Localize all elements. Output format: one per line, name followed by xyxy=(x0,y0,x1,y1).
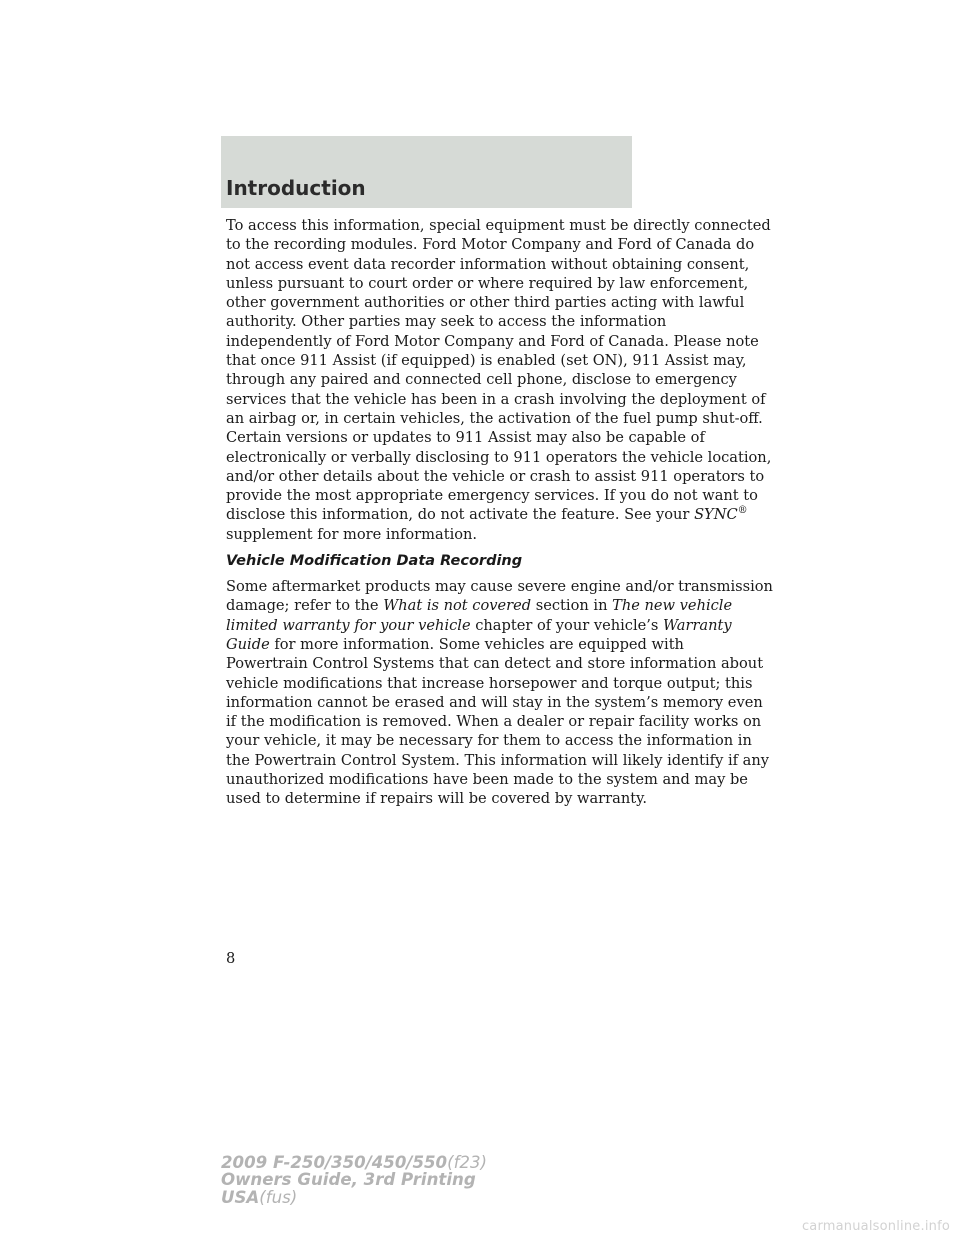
paragraph-line: that once 911 Assist (if equipped) is enabled (set ON), 911 Assist may, xyxy=(226,352,747,370)
text-run: chapter of your vehicle’s xyxy=(470,616,664,634)
paragraph-line: other government authorities or other third parties acting with lawful xyxy=(226,294,745,312)
paragraph-line xyxy=(226,505,748,524)
footer-market-line xyxy=(221,1189,487,1206)
page-number: 8 xyxy=(226,950,236,967)
footer-model-line xyxy=(221,1154,487,1171)
paragraph-line: an airbag or, in certain vehicles, the activation of the fuel pump shut-off. xyxy=(226,409,763,427)
paragraph-line: to the recording modules. Ford Motor Company and Ford of Canada do xyxy=(226,236,755,254)
sync-term: SYNC xyxy=(694,506,738,524)
text-run: section in xyxy=(531,597,613,615)
paragraph-line xyxy=(226,616,732,635)
paragraph-line: your vehicle, it may be necessary for them to access the information in xyxy=(226,732,752,750)
sync-line-text: disclose this information, do not activate the feature. See your xyxy=(226,506,695,524)
paragraph-line: Powertrain Control Systems that can detect and store information about xyxy=(226,655,764,673)
spacer xyxy=(226,544,646,551)
site-watermark: carmanualsonline.info xyxy=(801,1219,950,1234)
paragraph-line: and/or other details about the vehicle or crash to assist 911 operators to xyxy=(226,467,765,485)
cross-reference-section: What is not covered xyxy=(383,597,532,615)
print-footer xyxy=(221,1154,487,1206)
paragraph-line: through any paired and connected cell phone, disclose to emergency xyxy=(226,371,737,389)
paragraph-line: electronically or verbally disclosing to 911 operators the vehicle location, xyxy=(226,448,772,466)
section-title: Introduction xyxy=(226,176,366,200)
subheading-vehicle-modification: Vehicle Modification Data Recording xyxy=(226,553,523,570)
paragraph-line: unless pursuant to court order or where required by law enforcement, xyxy=(226,274,749,292)
cross-reference-guide: Warranty xyxy=(663,616,732,634)
paragraph-line: vehicle modifications that increase horsepower and torque output; this xyxy=(226,674,753,692)
registered-mark: ® xyxy=(737,505,748,517)
footer-market-code: (fus) xyxy=(259,1187,298,1207)
cross-reference-guide: Guide xyxy=(226,635,270,653)
paragraph-line: Certain versions or updates to 911 Assist may also be capable of xyxy=(226,429,705,447)
paragraph-event-data-access xyxy=(226,216,772,544)
cross-reference-chapter: limited warranty for your vehicle xyxy=(226,616,471,634)
paragraph-line: services that the vehicle has been in a crash involving the deployment of xyxy=(226,390,766,408)
paragraph-line: unauthorized modifications have been made to the system and may be xyxy=(226,771,748,789)
text-run: damage; refer to the xyxy=(226,597,384,615)
paragraph-line: To access this information, special equipment must be directly connected xyxy=(226,217,771,234)
paragraph-line: the Powertrain Control System. This information will likely identify if any xyxy=(226,751,770,769)
cross-reference-chapter: The new vehicle xyxy=(612,597,733,615)
footer-printing-line: Owners Guide, 3rd Printing xyxy=(221,1170,476,1190)
page-body xyxy=(226,216,773,809)
paragraph-line: if the modification is removed. When a dealer or repair facility works on xyxy=(226,713,762,731)
paragraph-line: Some aftermarket products may cause severe engine and/or transmission xyxy=(226,578,773,596)
footer-model: 2009 F-250/350/450/550 xyxy=(221,1153,448,1172)
paragraph-line xyxy=(226,596,733,615)
paragraph-line: not access event data recorder information without obtaining consent, xyxy=(226,255,750,273)
footer-market: USA xyxy=(221,1187,260,1207)
paragraph-line: provide the most appropriate emergency services. If you do not want to xyxy=(226,487,758,505)
paragraph-line: information cannot be erased and will stay in the system’s memory even xyxy=(226,693,763,711)
paragraph-vehicle-modification xyxy=(226,577,773,809)
footer-model-code: (f23) xyxy=(447,1153,487,1172)
paragraph-line: used to determine if repairs will be covered by warranty. xyxy=(226,790,648,808)
paragraph-line: independently of Ford Motor Company and Ford of Canada. Please note xyxy=(226,332,759,350)
text-run: for more information. Some vehicles are equipped with xyxy=(269,635,684,653)
paragraph-line: supplement for more information. xyxy=(226,525,478,543)
paragraph-line: authority. Other parties may seek to access the information xyxy=(226,313,667,331)
paragraph-line xyxy=(226,635,684,654)
